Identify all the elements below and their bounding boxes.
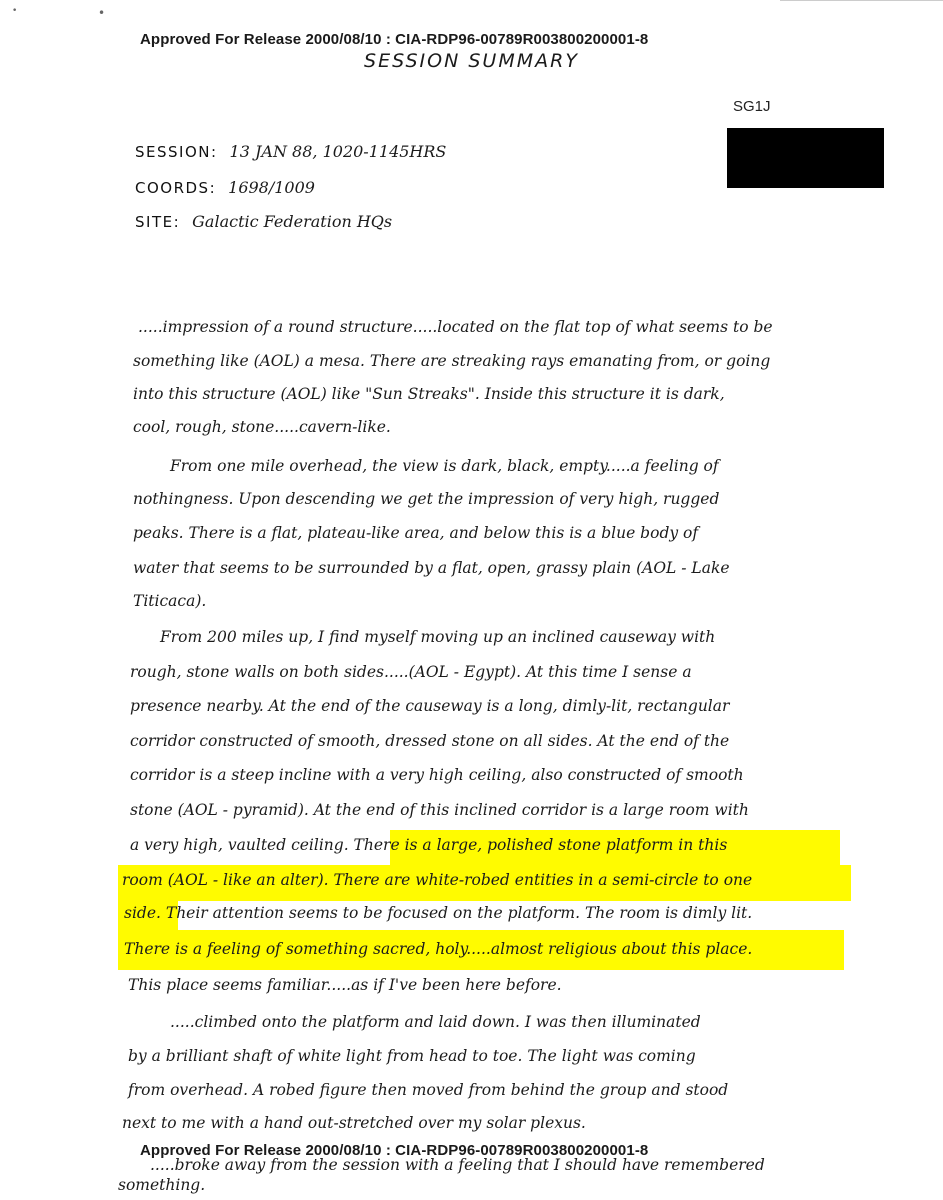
scan-speck: • [12,6,18,16]
body-line: something like (AOL) a mesa. There are streaking rays emanating from, or going [133,352,771,370]
body-line: corridor constructed of smooth, dressed stone on all sides. At the end of the [130,732,730,750]
body-line: nothingness. Upon descending we get the impression of very high, rugged [133,490,720,508]
body-line: peaks. There is a flat, plateau-like area, and below this is a blue body of [133,524,699,542]
body-line: Titicaca). [133,592,207,610]
body-line: corridor is a steep incline with a very high ceiling, also constructed of smooth [130,766,744,784]
body-line: side. Their attention seems to be focused on the platform. The room is dimly lit. [124,904,753,922]
body-line: by a brilliant shaft of white light from head to toe. The light was coming [128,1047,696,1065]
body-line: rough, stone walls on both sides.....(AOL - Egypt). At this time I sense a [130,663,692,681]
body-line: There is a feeling of something sacred, holy.....almost religious about this place. [124,940,753,958]
body-line: a very high, vaulted ceiling. There is a large, polished stone platform in this [130,836,728,854]
coords-label: COORDS: [135,179,217,197]
body-line: from overhead. A robed figure then moved from behind the group and stood [128,1081,729,1099]
body-line: .....impression of a round structure.....located on the flat top of what seems to be [138,318,773,336]
body-line: into this structure (AOL) like "Sun Streaks". Inside this structure it is dark, [133,385,725,403]
scan-speck: • [98,6,106,20]
classification-code: SG1J [733,98,771,115]
body-line: This place seems familiar.....as if I've been here before. [128,976,562,994]
redaction-block [727,128,884,188]
release-stamp-bottom: Approved For Release 2000/08/10 : CIA-RDP96-00789R003800200001-8 [140,1142,649,1159]
coords-value: 1698/1009 [228,178,315,197]
site-value: Galactic Federation HQs [192,212,393,231]
body-line: .....broke away from the session with a feeling that I should have remembered [150,1156,765,1174]
body-line: stone (AOL - pyramid). At the end of this inclined corridor is a large room with [130,801,749,819]
session-value: 13 JAN 88, 1020-1145HRS [229,142,447,161]
site-field [135,212,392,232]
body-line: water that seems to be surrounded by a flat, open, grassy plain (AOL - Lake [133,559,730,577]
body-line: From 200 miles up, I find myself moving up an inclined causeway with [160,628,716,646]
body-line: presence nearby. At the end of the causeway is a long, dimly-lit, rectangular [130,697,730,715]
body-line: cool, rough, stone.....cavern-like. [133,418,391,436]
body-line: next to me with a hand out-stretched over my solar plexus. [122,1114,586,1132]
document-title: SESSION SUMMARY [364,50,579,72]
session-label: SESSION: [135,143,218,161]
body-line: something. [118,1176,206,1194]
scan-edge-line [780,0,943,4]
session-field [135,142,446,162]
site-label: SITE: [135,213,181,231]
body-line: From one mile overhead, the view is dark, black, empty.....a feeling of [170,457,719,475]
release-stamp-top: Approved For Release 2000/08/10 : CIA-RDP96-00789R003800200001-8 [140,31,649,48]
body-line: room (AOL - like an alter). There are white-robed entities in a semi-circle to one [122,871,753,889]
body-line: .....climbed onto the platform and laid down. I was then illuminated [170,1013,701,1031]
coords-field [135,178,315,198]
